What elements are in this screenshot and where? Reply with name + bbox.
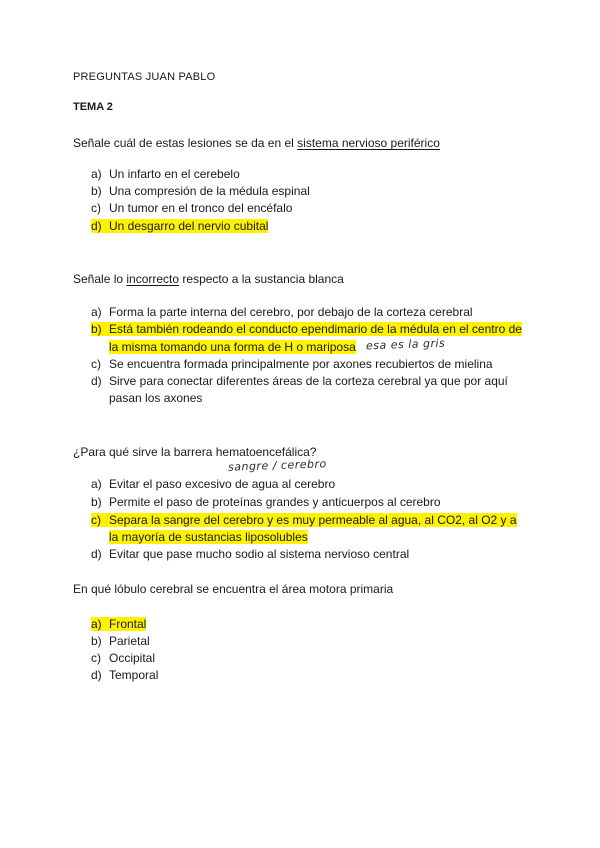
option-text: Frontal bbox=[109, 617, 147, 631]
q2-option-d-line2: pasan los axones bbox=[109, 391, 203, 405]
q3-option-c-line2 bbox=[109, 530, 308, 544]
q3-option-b bbox=[91, 495, 441, 509]
option-text: Se encuentra formada principalmente por axones recubiertos de mielina bbox=[109, 357, 493, 371]
question-2-text-before: Señale lo bbox=[73, 272, 127, 286]
option-letter: c) bbox=[91, 651, 101, 665]
option-letter: a) bbox=[91, 167, 102, 181]
q2-option-b-line2 bbox=[109, 340, 356, 354]
handwritten-note: sangre / cerebro bbox=[227, 457, 327, 474]
q2-option-a bbox=[91, 305, 473, 319]
option-text: la mayoría de sustancias liposolubles bbox=[109, 530, 308, 544]
option-letter: d) bbox=[91, 219, 102, 233]
option-text: Parietal bbox=[109, 634, 150, 648]
option-letter: b) bbox=[91, 634, 102, 648]
q3-option-d bbox=[91, 547, 409, 561]
option-text: Está también rodeando el conducto ependimario de la médula en el centro de bbox=[109, 322, 522, 336]
option-text: Evitar que pase mucho sodio al sistema nervioso central bbox=[109, 547, 410, 561]
q4-option-a-highlighted bbox=[91, 617, 146, 631]
option-letter: c) bbox=[91, 513, 101, 527]
q2-option-c bbox=[91, 357, 493, 371]
handwritten-note: esa es la gris bbox=[365, 336, 446, 353]
q4-option-b bbox=[91, 634, 150, 648]
option-text: Temporal bbox=[109, 668, 159, 682]
question-3: ¿Para qué sirve la barrera hematoencefálica? bbox=[73, 445, 317, 459]
q1-option-c bbox=[91, 201, 292, 215]
option-letter: c) bbox=[91, 357, 101, 371]
document-header: PREGUNTAS JUAN PABLO bbox=[73, 71, 216, 83]
option-letter: c) bbox=[91, 201, 101, 215]
option-text: Sirve para conectar diferentes áreas de la corteza cerebral ya que por aquí bbox=[109, 374, 508, 388]
option-text: Permite el paso de proteínas grandes y anticuerpos al cerebro bbox=[109, 495, 441, 509]
section-title: TEMA 2 bbox=[73, 101, 113, 113]
option-text: Evitar el paso excesivo de agua al cerebro bbox=[109, 477, 336, 491]
option-letter: d) bbox=[91, 547, 102, 561]
question-2-text-after: respecto a la sustancia blanca bbox=[179, 272, 344, 286]
question-1 bbox=[73, 136, 440, 150]
option-text: Un infarto en el cerebelo bbox=[109, 167, 240, 181]
option-text: Forma la parte interna del cerebro, por debajo de la corteza cerebral bbox=[109, 305, 473, 319]
question-1-text: Señale cuál de estas lesiones se da en el bbox=[73, 136, 298, 150]
q4-option-c bbox=[91, 651, 155, 665]
q2-option-d bbox=[91, 374, 508, 388]
option-letter: b) bbox=[91, 495, 102, 509]
q3-option-c-highlighted bbox=[91, 513, 517, 527]
question-4: En qué lóbulo cerebral se encuentra el área motora primaria bbox=[73, 582, 394, 596]
option-letter: a) bbox=[91, 305, 102, 319]
option-letter: d) bbox=[91, 668, 102, 682]
question-1-underlined: sistema nervioso periférico bbox=[297, 136, 440, 150]
option-letter: a) bbox=[91, 617, 102, 631]
option-letter: b) bbox=[91, 322, 102, 336]
q4-option-d bbox=[91, 668, 158, 682]
option-text: Un tumor en el tronco del encéfalo bbox=[109, 201, 293, 215]
q1-option-a bbox=[91, 167, 240, 181]
option-text: Una compresión de la médula espinal bbox=[109, 184, 310, 198]
option-text: Un desgarro del nervio cubital bbox=[109, 219, 269, 233]
question-2 bbox=[73, 272, 344, 286]
question-2-underlined: incorrecto bbox=[126, 272, 180, 286]
q3-option-a bbox=[91, 477, 335, 491]
option-letter: b) bbox=[91, 184, 102, 198]
option-letter: d) bbox=[91, 374, 102, 388]
q1-option-d-highlighted bbox=[91, 219, 268, 233]
option-text: Occipital bbox=[109, 651, 156, 665]
q1-option-b bbox=[91, 184, 310, 198]
option-text: la misma tomando una forma de H o mariposa bbox=[109, 340, 356, 354]
option-letter: a) bbox=[91, 477, 102, 491]
q2-option-b-highlighted bbox=[91, 322, 522, 336]
option-text: Separa la sangre del cerebro y es muy permeable al agua, al CO2, al O2 y a bbox=[109, 513, 517, 527]
